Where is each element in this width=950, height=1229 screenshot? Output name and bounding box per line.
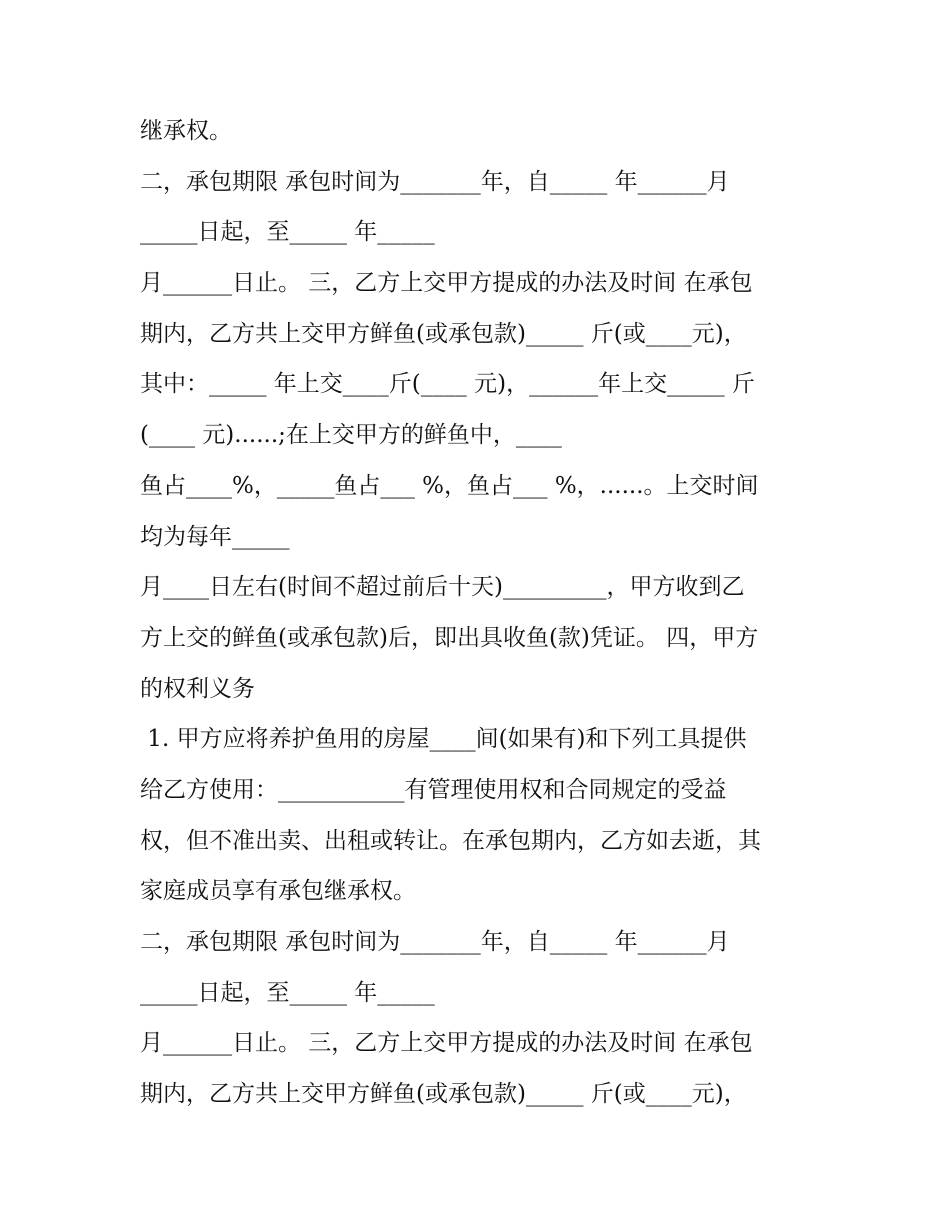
text-line: (____ 元)......;在上交甲方的鲜鱼中，____	[140, 422, 562, 449]
text-line: 月____日左右(时间不超过前后十天)_________，甲方收到乙	[140, 574, 745, 601]
text-line: 二，承包期限 承包时间为_______年，自_____ 年______月	[140, 929, 730, 955]
text-line: 其中：_____ 年上交____斤(____ 元)，______年上交_____ 斤	[140, 371, 755, 398]
text-line: 家庭成员享有承包继承权。	[140, 878, 416, 905]
text-line: 月______日止。 三，乙方上交甲方提成的办法及时间 在承包	[140, 1030, 753, 1057]
text-line: 1. 甲方应将养护鱼用的房屋____间(如果有)和下列工具提供	[140, 726, 747, 753]
text-line: _____日起，至_____ 年_____	[140, 979, 435, 1006]
text-line: 月______日止。 三，乙方上交甲方提成的办法及时间 在承包	[140, 270, 753, 297]
text-line: 权，但不准出卖、出租或转让。在承包期内，乙方如去逝，其	[140, 827, 761, 854]
text-line: 期内，乙方共上交甲方鲜鱼(或承包款)_____ 斤(或____元)，	[140, 1081, 747, 1108]
text-line: 均为每年_____	[140, 523, 290, 550]
text-line: 的权利义务	[140, 675, 255, 702]
text-line: _____日起，至_____ 年_____	[140, 219, 435, 246]
text-line: 方上交的鲜鱼(或承包款)后，即出具收鱼(款)凭证。 四，甲方	[140, 624, 759, 651]
text-line: 继承权。	[140, 118, 232, 144]
text-line: 二，承包期限 承包时间为_______年，自_____ 年______月	[140, 168, 730, 195]
text-line: 给乙方使用：___________有管理使用权和合同规定的受益	[140, 776, 727, 803]
text-line: 鱼占____%，_____鱼占___ %，鱼占___ %，......。上交时间	[140, 472, 759, 499]
contract-text-body	[140, 106, 820, 1120]
text-line: 期内，乙方共上交甲方鲜鱼(或承包款)_____ 斤(或____元)，	[140, 320, 747, 347]
